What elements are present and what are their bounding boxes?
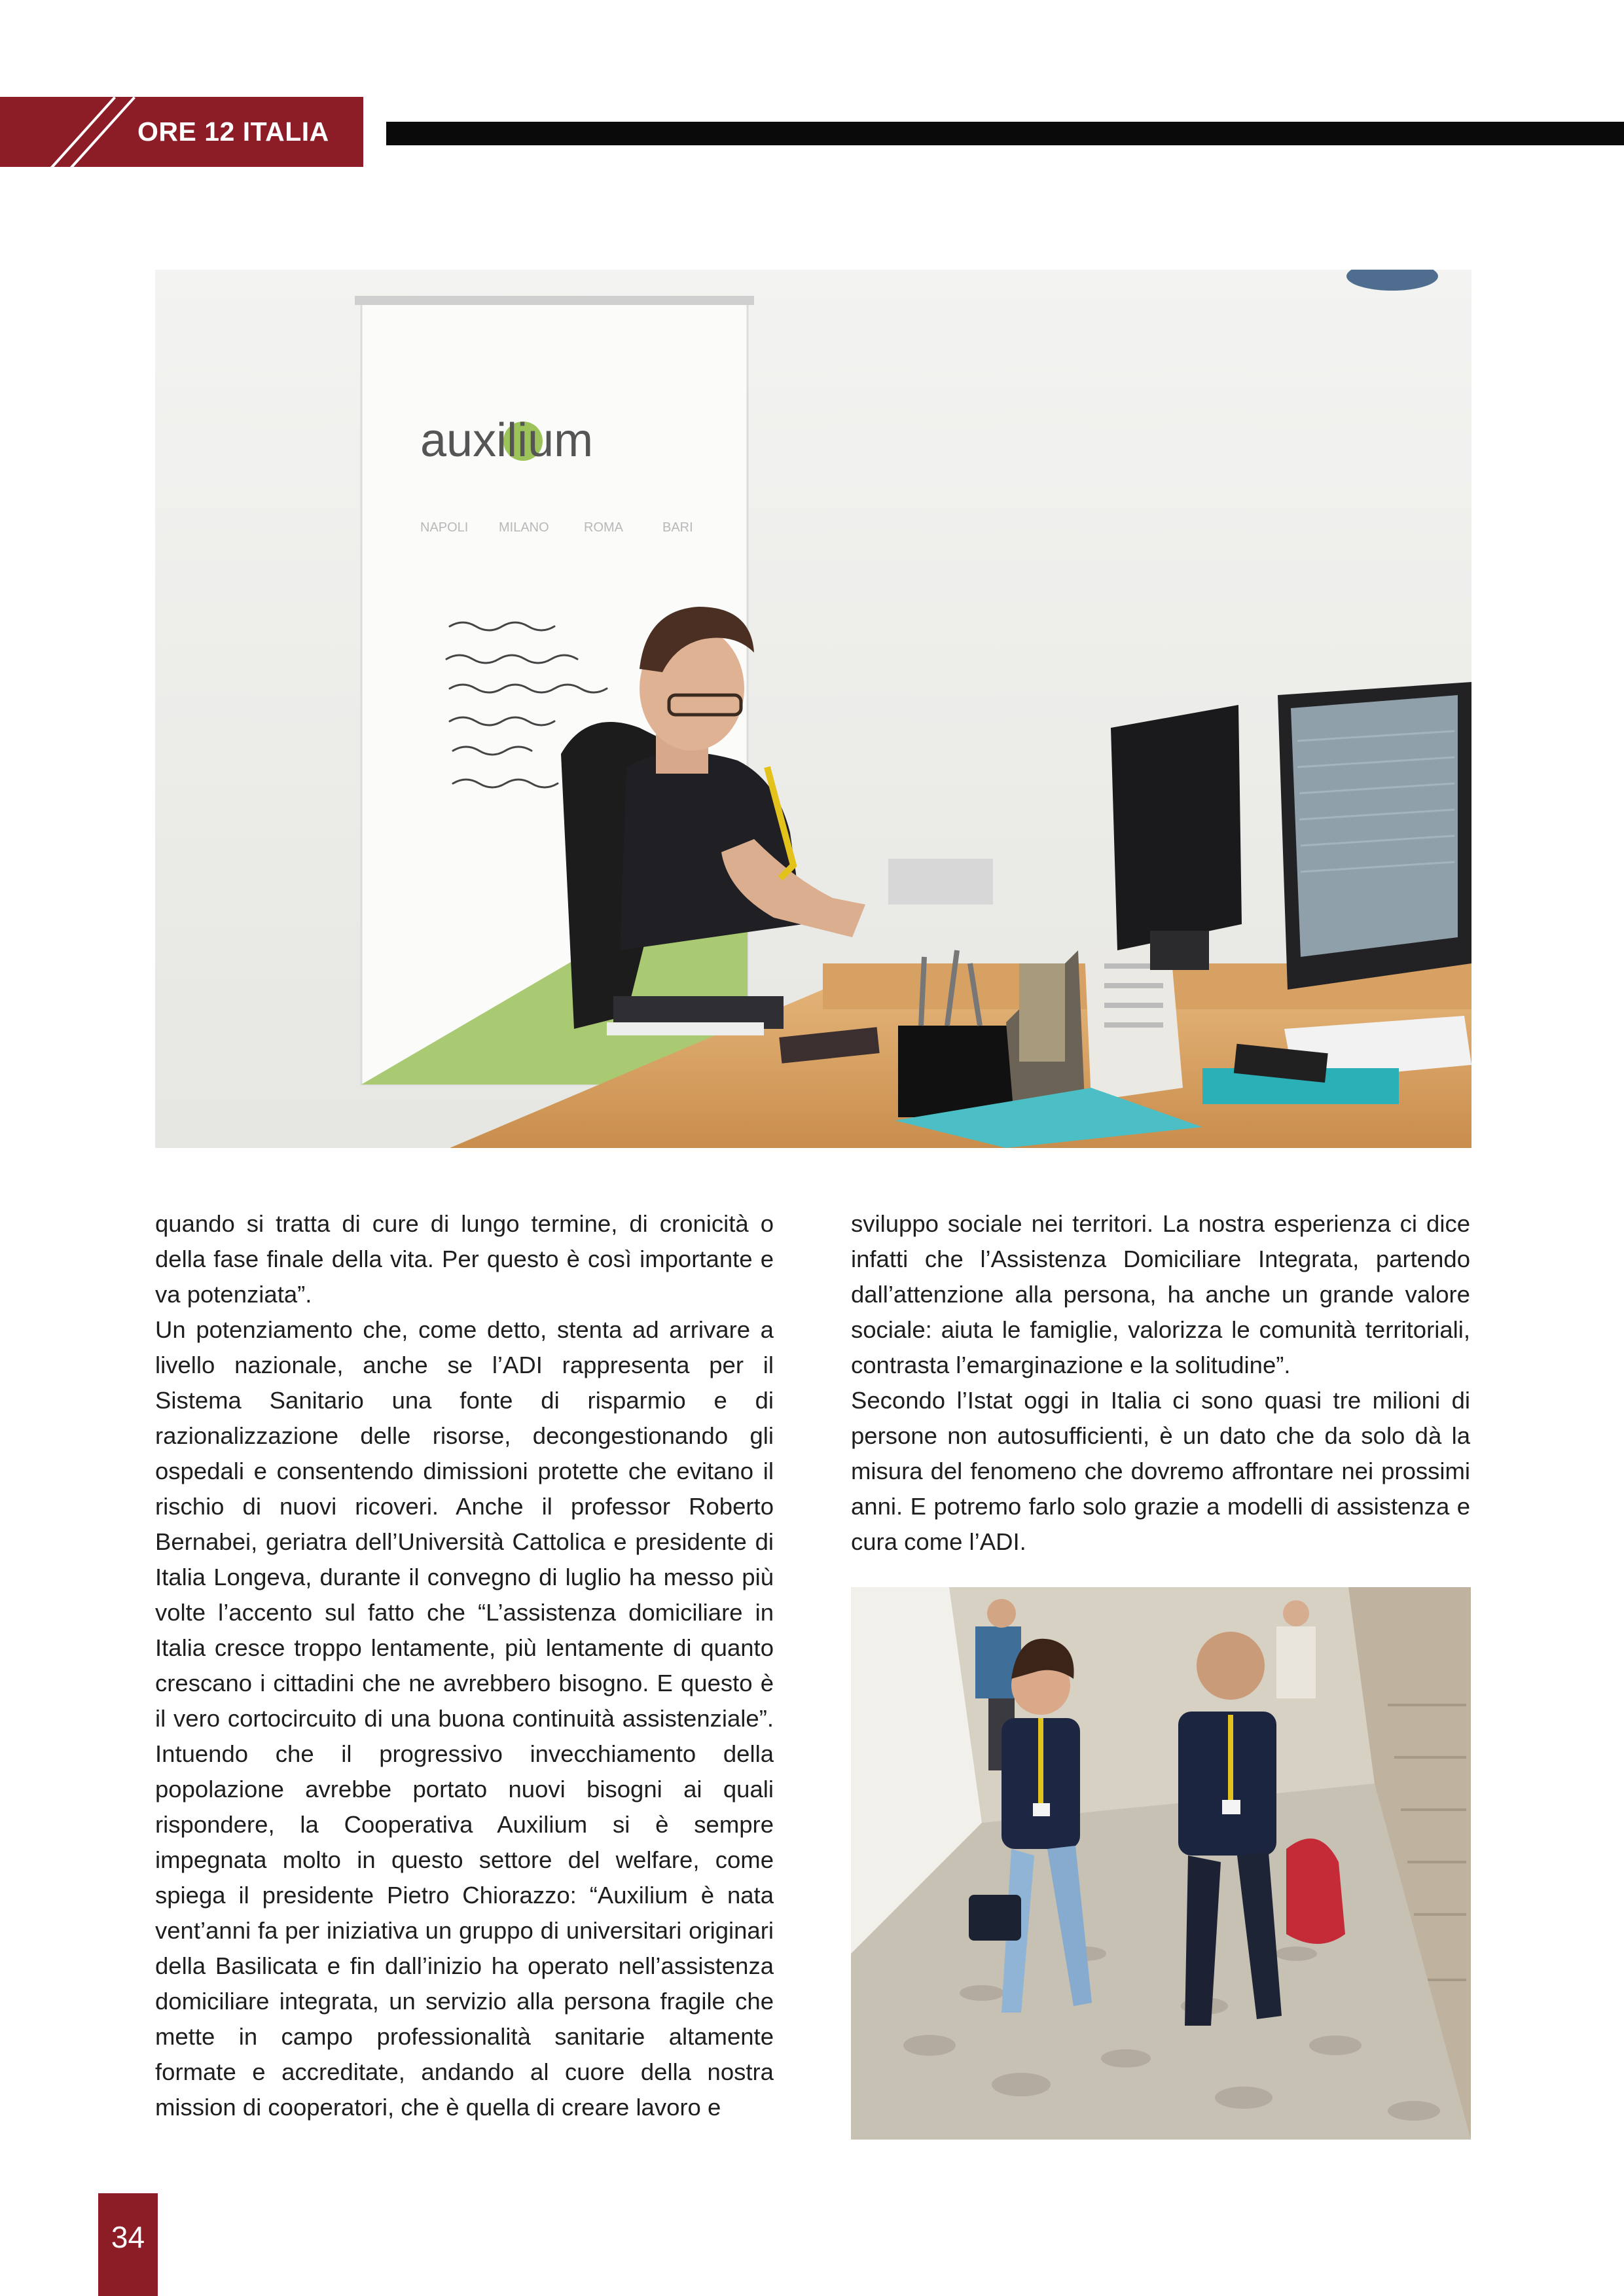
office-photo-illustration <box>155 270 1471 1148</box>
banner-city: ROMA <box>584 520 623 535</box>
section-label: ORE 12 ITALIA <box>137 117 329 147</box>
section-tab <box>0 97 363 167</box>
office-photo <box>155 270 1471 1148</box>
banner-city: MILANO <box>499 520 549 535</box>
banner-logo: auxilium <box>420 414 594 467</box>
banner-city: BARI <box>662 520 693 535</box>
header-rule <box>386 122 1624 145</box>
page-number-box <box>98 2193 158 2296</box>
decorative-stripe <box>63 97 135 167</box>
paragraph: Secondo l’Istat oggi in Italia ci sono quasi tre milioni di persone non autosufficienti, è un dato che da solo dà la misura del fenomeno che dovremo affrontare nei prossimi anni. E potremo farlo solo grazie a modelli di assistenza e cura come l’ADI. <box>851 1387 1470 1555</box>
street-photo-illustration <box>851 1587 1471 2140</box>
street-photo <box>851 1587 1471 2140</box>
banner-city: NAPOLI <box>420 520 469 535</box>
paragraph: quando si tratta di cure di lungo termine, di cronicità o della fase finale della vita. Per questo è così importante e va potenziata”. <box>155 1210 774 1308</box>
page-number: 34 <box>111 2220 145 2254</box>
article-column-right <box>851 1206 1470 1560</box>
article-column-left <box>155 1206 774 2125</box>
paragraph: Un potenziamento che, come detto, stenta ad arrivare a livello nazionale, anche se l’ADI rappresenta per il Sistema Sanitario una fonte di risparmio e di razionalizzazione delle risorse, decongestionando gli ospedali e consentendo dimissioni protette che evitano il rischio di nuovi ricoveri. Anche il professor Roberto Bernabei, geriatra dell’Università Cattolica e presidente di Italia Longeva, durante il convegno di luglio ha messo più volte l’accento sul fatto che “L’assistenza domiciliare in Italia cresce troppo lentamente, più lentamente di quanto crescano i cittadini che ne avrebbero bisogno. E questo è il vero cortocircuito di una buona continuità assistenziale”. Intuendo che il progressivo invecchiamento della popolazione avrebbe portato nuovi bisogni ai quali rispondere, la Cooperativa Auxilium si è sempre impegnata molto in questo settore del welfare, come spiega il presidente Pietro Chiorazzo: “Auxilium è nata vent’anni fa per iniziativa un gruppo di universitari originari della Basilicata e fin dall’inizio ha operato nell’assistenza domiciliare integrata, un servizio alla persona fragile che mette in campo professionalità sanitarie altamente formate e accreditate, andando al cuore della nostra mission di cooperatori, che è quella di creare lavoro e <box>155 1316 774 2121</box>
paragraph: sviluppo sociale nei territori. La nostra esperienza ci dice infatti che l’Assistenza Domiciliare Integrata, partendo dall’attenzione alla persona, ha anche un grande valore sociale: aiuta le famiglie, valorizza le comunità territoriali, contrasta l’emarginazione e la solitudine”. <box>851 1210 1470 1378</box>
